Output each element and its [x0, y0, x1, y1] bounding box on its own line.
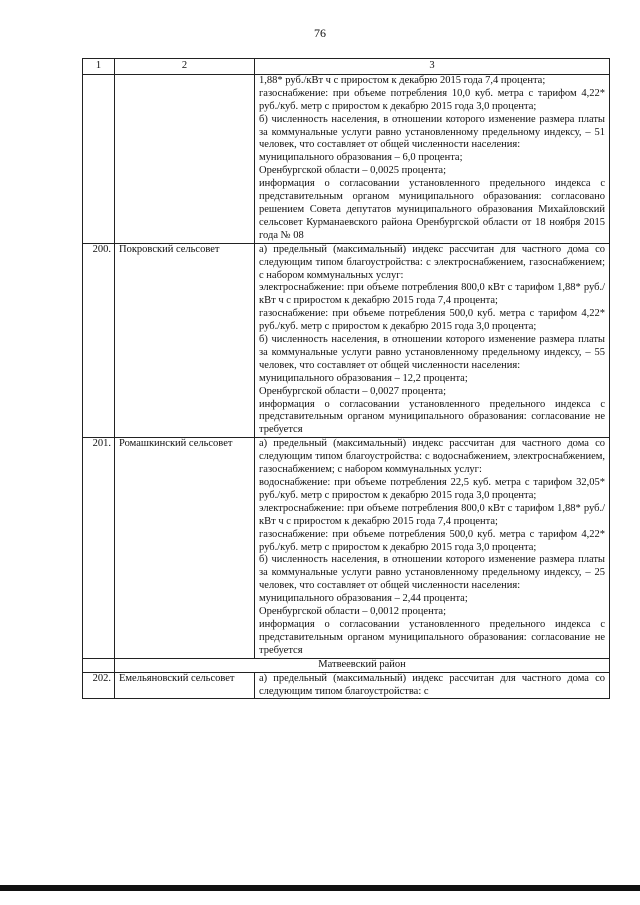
description-line: муниципального образования – 12,2 процента; [259, 372, 468, 384]
row-description [255, 438, 610, 658]
description-line: б) численность населения, в отношении которого изменение размера платы за коммунальные услуги равно установленному предельному индексу, – 51 человек, что составляет от общей численности населения: [259, 113, 605, 151]
table-row [83, 438, 610, 658]
description-line: Оренбургской области – 0,0025 процента; [259, 165, 446, 177]
description-line: Оренбургской области – 0,0027 процента; [259, 385, 446, 397]
description-line: электроснабжение: при объеме потребления 800,0 кВт с тарифом 1,88* руб./кВт ч с приростом к декабрю 2015 года 7,4 процента; [259, 282, 605, 307]
row-description [255, 74, 610, 243]
description-line: электроснабжение: при объеме потребления 800,0 кВт с тарифом 1,88* руб./кВт ч с приростом к декабрю 2015 года 7,4 процента; [259, 502, 605, 527]
table-row [83, 672, 610, 699]
table-row [83, 74, 610, 243]
row-description [255, 672, 610, 699]
description-line: а) предельный (максимальный) индекс рассчитан для частного дома со следующим типом благоустройства: с электроснабжением, газоснабжением; с набором коммунальных услуг: [259, 243, 605, 281]
table-header-row [83, 59, 610, 75]
description-line: информация о согласовании установленного предельного индекса с представительным органом муниципального образования: согласовано решением Совета депутатов муниципального образования Михайловский сельсовет Курманаевского района Оренбургской области от 18 ноября 2015 года № 08 [259, 178, 605, 241]
description-line: Оренбургской области – 0,0012 процента; [259, 606, 446, 618]
description-line: б) численность населения, в отношении которого изменение размера платы за коммунальные услуги равно установленному предельному индексу, – 25 человек, что составляет от общей численности населения: [259, 554, 605, 592]
row-number [83, 74, 115, 243]
description-line: б) численность населения, в отношении которого изменение размера платы за коммунальные услуги равно установленному предельному индексу, – 55 человек, что составляет от общей численности населения: [259, 334, 605, 371]
row-number: 202. [83, 672, 115, 699]
region-row [83, 658, 610, 672]
description-line: муниципального образования – 6,0 процента; [259, 152, 463, 164]
description-line: газоснабжение: при объеме потребления 500,0 куб. метра с тарифом 4,22* руб./куб. метр с приростом к декабрю 2015 года 3,0 процента; [259, 308, 605, 333]
row-description [255, 243, 610, 438]
description-line: муниципального образования – 2,44 процента; [259, 593, 468, 605]
municipality-name [115, 74, 255, 243]
description-line: газоснабжение: при объеме потребления 10,0 куб. метра с тарифом 4,22* руб./куб. метр с приростом к декабрю 2015 года 3,0 процента; [259, 87, 605, 112]
description-line: а) предельный (максимальный) индекс рассчитан для частного дома со следующим типом благоустройства: с водоснабжением, электроснабжением, газоснабжением; с набором коммунальных услуг: [259, 438, 605, 476]
description-line: информация о согласовании установленного предельного индекса с представительным органом муниципального образования: согласование не требуется [259, 398, 605, 436]
row-number: 201. [83, 438, 115, 658]
description-line: водоснабжение: при объеме потребления 22,5 куб. метра с тарифом 32,05* руб./куб. метр с приростом к декабрю 2015 года 3,0 процента; [259, 477, 605, 501]
region-empty-cell [83, 658, 115, 672]
region-name: Матвеевский район [115, 658, 610, 672]
description-line: газоснабжение: при объеме потребления 500,0 куб. метра с тарифом 4,22* руб./куб. метр с приростом к декабрю 2015 года 3,0 процента; [259, 528, 605, 553]
municipality-name: Емельяновский сельсовет [115, 672, 255, 699]
table-row [83, 243, 610, 438]
description-line: информация о согласовании установленного предельного индекса с представительным органом муниципального образования: согласование не требуется [259, 618, 605, 656]
description-line: а) предельный (максимальный) индекс рассчитан для частного дома со следующим типом благоустройства: с [259, 672, 605, 697]
page-number: 76 [314, 26, 326, 40]
column-header-1: 1 [83, 59, 115, 75]
column-header-3: 3 [255, 59, 610, 75]
municipality-name: Ромашкинский сельсовет [115, 438, 255, 658]
scan-bottom-edge [0, 885, 640, 891]
tariff-table [82, 58, 610, 699]
row-number: 200. [83, 243, 115, 438]
municipality-name: Покровский сельсовет [115, 243, 255, 438]
column-header-2: 2 [115, 59, 255, 75]
description-line: 1,88* руб./кВт ч с приростом к декабрю 2015 года 7,4 процента; [259, 74, 546, 86]
